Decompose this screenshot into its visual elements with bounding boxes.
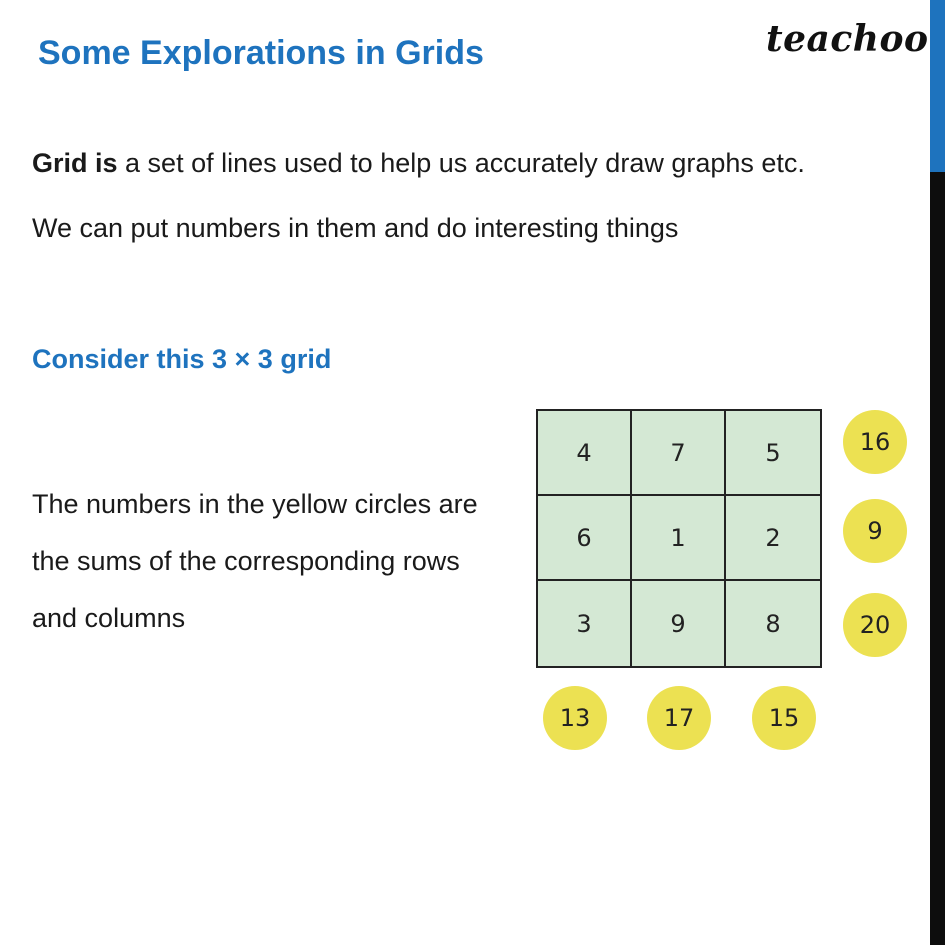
grid-cell-r2-c2: 1 <box>632 496 726 581</box>
grid-subheading: Consider this 3 × 3 grid <box>32 344 332 374</box>
row-sum-circle-1: 16 <box>843 410 907 474</box>
definition-term: Grid is <box>32 148 118 178</box>
definition-text: a set of lines used to help us accurately draw graphs etc. <box>117 148 805 178</box>
teachoo-logo: teachoo <box>766 18 929 60</box>
grid-cell-r2-c1: 6 <box>538 496 632 581</box>
intro-line-2: We can put numbers in them and do interesting things <box>32 213 679 243</box>
column-sum-circle-3: 15 <box>752 686 816 750</box>
grid-cell-r3-c3: 8 <box>726 581 820 666</box>
column-sum-circle-1: 13 <box>543 686 607 750</box>
column-sum-circle-2: 17 <box>647 686 711 750</box>
right-edge-accent <box>930 0 945 172</box>
grid-cell-r1-c1: 4 <box>538 411 632 496</box>
grid-cell-r1-c2: 7 <box>632 411 726 496</box>
row-sum-circle-2: 9 <box>843 499 907 563</box>
grid-cell-r1-c3: 5 <box>726 411 820 496</box>
grid-cell-r3-c2: 9 <box>632 581 726 666</box>
right-edge-bar <box>930 0 945 945</box>
number-grid <box>536 409 822 668</box>
row-sum-circle-3: 20 <box>843 593 907 657</box>
grid-cell-r3-c1: 3 <box>538 581 632 666</box>
grid-cell-r2-c3: 2 <box>726 496 820 581</box>
page-title: Some Explorations in Grids <box>38 34 484 72</box>
definition-paragraph <box>32 148 805 179</box>
grid-description: The numbers in the yellow circles are the sums of the corresponding rows and columns <box>32 489 478 633</box>
